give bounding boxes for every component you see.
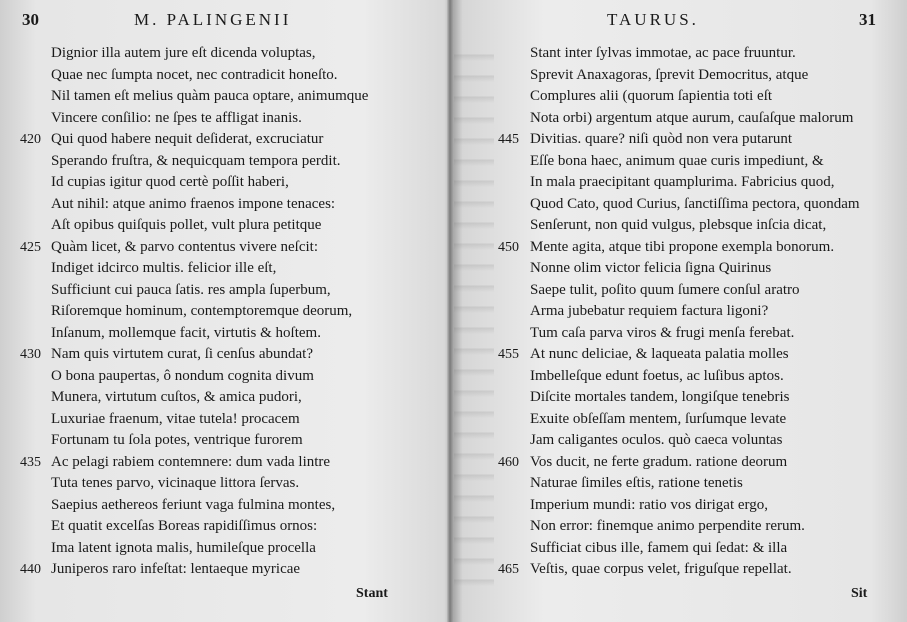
verse-line: Luxuriae fraenum, vitae tutela! procacem (51, 410, 300, 427)
verse-line: Juniperos raro infeſtat: lentaeque myricae (51, 561, 301, 577)
verse-line: Naturae ſimiles eſtis, ratione tenetis (530, 475, 743, 491)
line-number: 425 (20, 239, 41, 255)
verse-line: Id cupias igitur quod certè poſſit haberi, (51, 174, 289, 190)
verse-line: Sprevit Anaxagoras, ſprevit Democritus, atque (530, 66, 809, 83)
verse-line: Quod Cato, quod Curius, ſanctiſſima pectora, quondam (530, 195, 860, 212)
verse-line: Diſcite mortales tandem, longiſque tenebris (530, 389, 790, 405)
left-running-head: M. PALINGENII (134, 10, 292, 29)
verse-line: Nil tamen eſt melius quàm pauca optare, animumque (51, 88, 369, 104)
verse-line: Sufficiat cibus ille, famem qui ſedat: & illa (530, 539, 788, 556)
verse-line: Inſanum, mollemque facit, virtutis & hoſtem. (51, 324, 321, 341)
verse-line: Et quatit excelſas Boreas rapidiſſimus ornos: (51, 518, 318, 534)
right-catchword: Sit (851, 586, 868, 601)
line-number: 430 (20, 347, 41, 362)
verse-line: Nota orbi) argentum atque aurum, cauſaſque malorum (530, 109, 854, 126)
verse-line: Veſtis, quae corpus velet, friguſque repellat. (530, 561, 792, 577)
verse-line: Munera, virtutum cuſtos, & amica pudori, (51, 389, 302, 405)
verse-line: Nam quis virtutem curat, ſi cenſus abundat? (51, 346, 314, 362)
verse-line: Arma jubebatur requiem factura ligoni? (530, 303, 769, 319)
verse-line: Senſerunt, non quid vulgus, plebsque inſcia dicat, (530, 217, 827, 233)
verse-line: Sperando fruſtra, & nequicquam tempora perdit. (51, 152, 341, 169)
left-page-number: 30 (22, 10, 39, 29)
left-page (0, 0, 447, 622)
right-page (453, 0, 907, 622)
verse-line: In mala praecipitant quamplurima. Fabricius quod, (530, 174, 835, 190)
verse-line: Tuta tenes parvo, vicinaque littora ſervas. (51, 475, 300, 491)
line-number: 440 (20, 562, 41, 577)
verse-line: Nonne olim victor felicia ſigna Quirinus (530, 260, 772, 276)
line-number: 445 (498, 132, 519, 147)
verse-line: Quàm licet, & parvo contentus vivere neſcit: (51, 238, 318, 255)
line-number: 450 (498, 239, 519, 255)
verse-line: Complures alii (quorum ſapientia toti eſt (530, 88, 773, 104)
verse-line: O bona paupertas, ô nondum cognita divum (51, 367, 314, 384)
verse-line: Indiget idcirco multis. felicior ille eſt, (51, 260, 277, 276)
verse-line: At nunc deliciae, & laqueata palatia molles (530, 346, 789, 362)
line-number: 455 (498, 347, 519, 362)
verse-line: Riſoremque hominum, contemptoremque deorum, (51, 303, 353, 319)
line-number: 435 (20, 454, 41, 470)
line-number: 465 (498, 562, 519, 577)
verse-line: Saepius aethereos feriunt vaga fulmina montes, (51, 496, 336, 513)
left-catchword: Stant (356, 586, 388, 601)
verse-line: Imbelleſque edunt foetus, ac luſibus aptos. (530, 367, 784, 384)
verse-line: Eſſe bona haec, animum quae curis impediunt, & (530, 152, 824, 169)
verse-line: Sufficiunt cui pauca ſatis. res ampla ſuperbum, (51, 281, 331, 298)
verse-line: Aut nihil: atque animo fraenos impone tenaces: (51, 195, 336, 212)
verse-line: Aſt opibus quiſquis pollet, vult plura petitque (51, 217, 322, 233)
verse-line: Exuite obſeſſam mentem, ſurſumque levate (530, 410, 787, 427)
verse-line: Stant inter ſylvas immotae, ac pace fruuntur. (530, 45, 796, 61)
verse-line: Mente agita, atque tibi propone exempla bonorum. (530, 238, 835, 255)
verse-line: Vos ducit, ne ferte gradum. ratione deorum (530, 453, 788, 470)
verse-line: Ima latent ignota malis, humileſque procella (51, 539, 316, 556)
verse-line: Non error: finemque animo perpendite rerum. (530, 518, 805, 534)
verse-line: Quae nec ſumpta nocet, nec contradicit honeſto. (51, 66, 338, 83)
verse-line: Qui quod habere nequit deſiderat, excruciatur (51, 131, 324, 147)
verse-line: Imperium mundi: ratio vos dirigat ergo, (530, 496, 769, 513)
line-number: 460 (498, 454, 519, 470)
verse-line: Vincere conſilio: ne ſpes te affligat inanis. (51, 109, 302, 126)
verse-line: Fortunam tu ſola potes, ventrique furorem (51, 432, 303, 448)
line-number: 420 (20, 132, 41, 147)
verse-line: Jam caligantes oculos. quò caeca voluntas (530, 432, 783, 448)
right-page-number: 31 (859, 10, 876, 29)
right-running-head: TAURUS. (607, 10, 699, 29)
verse-line: Divitias. quare? niſi quòd non vera putarunt (530, 131, 793, 147)
verse-line: Dignior illa autem jure eſt dicenda voluptas, (51, 45, 316, 61)
verse-line: Ac pelagi rabiem contemnere: dum vada lintre (51, 453, 331, 470)
verse-line: Tum caſa parva viros & frugi menſa ferebat. (530, 324, 795, 341)
verse-line: Saepe tulit, poſito quum ſumere conſul aratro (530, 281, 800, 298)
